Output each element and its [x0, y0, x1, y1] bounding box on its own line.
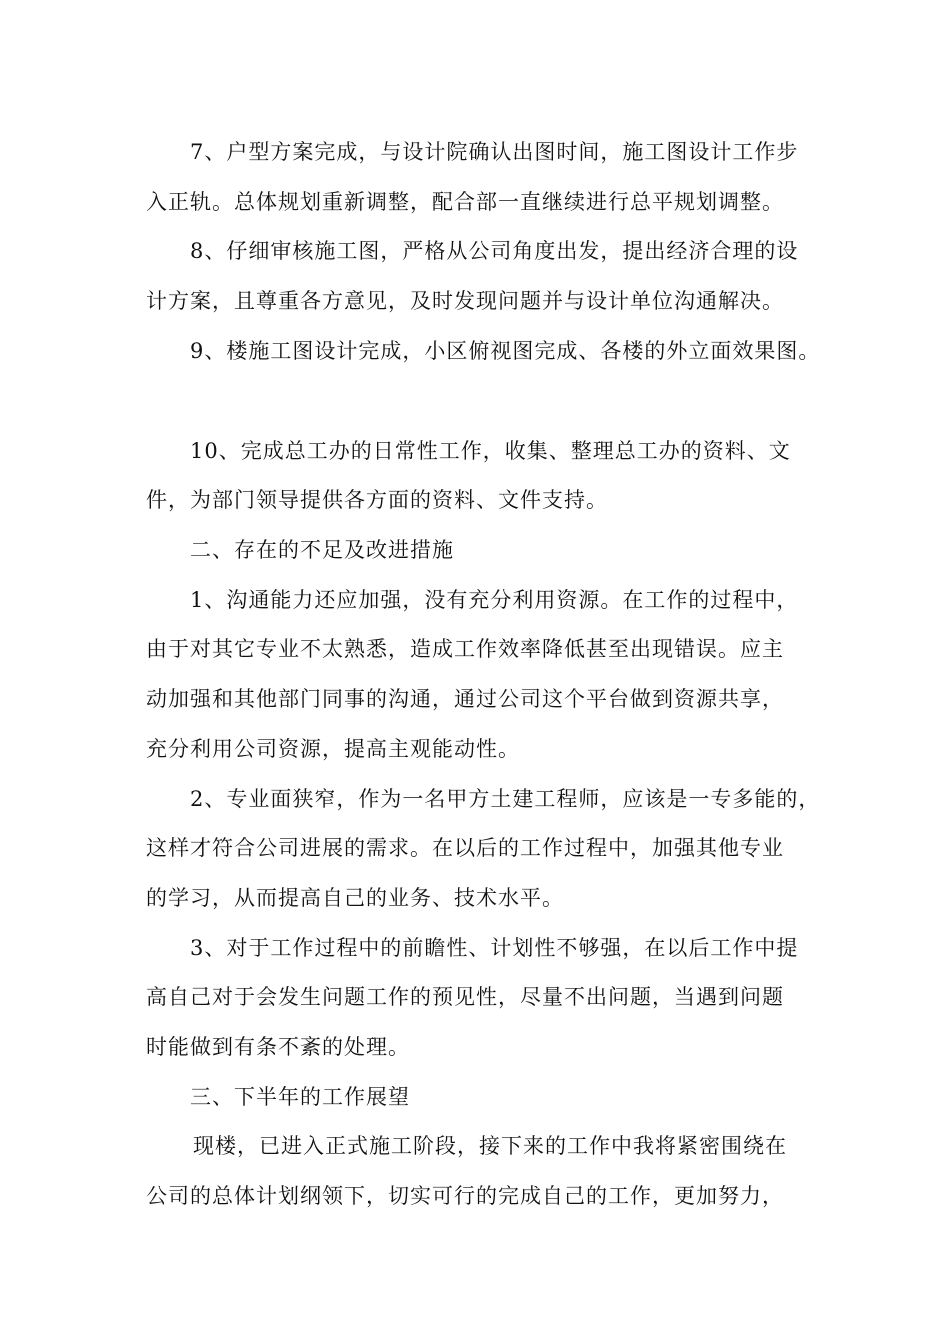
- paragraph-10-line-1: 10、完成总工办的日常性工作，收集、整理总工办的资料、文: [190, 439, 791, 463]
- shortcoming-1-line-4: 充分利用公司资源，提高主观能动性。: [146, 737, 520, 761]
- outlook-line-1: 现楼，已进入正式施工阶段，接下来的工作中我将紧密围绕在: [193, 1134, 787, 1158]
- shortcoming-2-line-3: 的学习，从而提高自己的业务、技术水平。: [146, 886, 564, 910]
- shortcoming-3-line-1: 3、对于工作过程中的前瞻性、计划性不够强，在以后工作中提: [190, 936, 799, 960]
- shortcoming-2-line-2: 这样才符合公司进展的需求。在以后的工作过程中，加强其他专业: [146, 836, 784, 860]
- paragraph-7-line-1: 7、户型方案完成，与设计院确认出图时间，施工图设计工作步: [190, 140, 799, 164]
- shortcoming-1-line-2: 由于对其它专业不太熟悉，造成工作效率降低甚至出现错误。应主: [146, 637, 784, 661]
- paragraph-8-line-2: 计方案，且尊重各方意见，及时发现问题并与设计单位沟通解决。: [146, 289, 784, 313]
- shortcoming-3-line-3: 时能做到有条不紊的处理。: [146, 1035, 410, 1059]
- section-heading-3: 三、下半年的工作展望: [190, 1085, 410, 1109]
- shortcoming-1-line-1: 1、沟通能力还应加强，没有充分利用资源。在工作的过程中，: [190, 588, 799, 612]
- paragraph-7-line-2: 入正轨。总体规划重新调整，配合部一直继续进行总平规划调整。: [146, 190, 784, 214]
- shortcoming-2-line-1: 2、专业面狭窄，作为一名甲方土建工程师，应该是一专多能的，: [190, 787, 821, 811]
- section-heading-2: 二、存在的不足及改进措施: [190, 538, 454, 562]
- paragraph-8-line-1: 8、仔细审核施工图，严格从公司角度出发，提出经济合理的设: [190, 239, 799, 263]
- shortcoming-1-line-3: 动加强和其他部门同事的沟通，通过公司这个平台做到资源共享，: [146, 687, 784, 711]
- shortcoming-3-line-2: 高自己对于会发生问题工作的预见性，尽量不出问题，当遇到问题: [146, 985, 784, 1009]
- outlook-line-2: 公司的总体计划纲领下，切实可行的完成自己的工作，更加努力，: [146, 1184, 784, 1208]
- paragraph-10-line-2: 件，为部门领导提供各方面的资料、文件支持。: [146, 488, 608, 512]
- paragraph-9-line-1: 9、楼施工图设计完成，小区俯视图完成、各楼的外立面效果图。: [190, 339, 821, 363]
